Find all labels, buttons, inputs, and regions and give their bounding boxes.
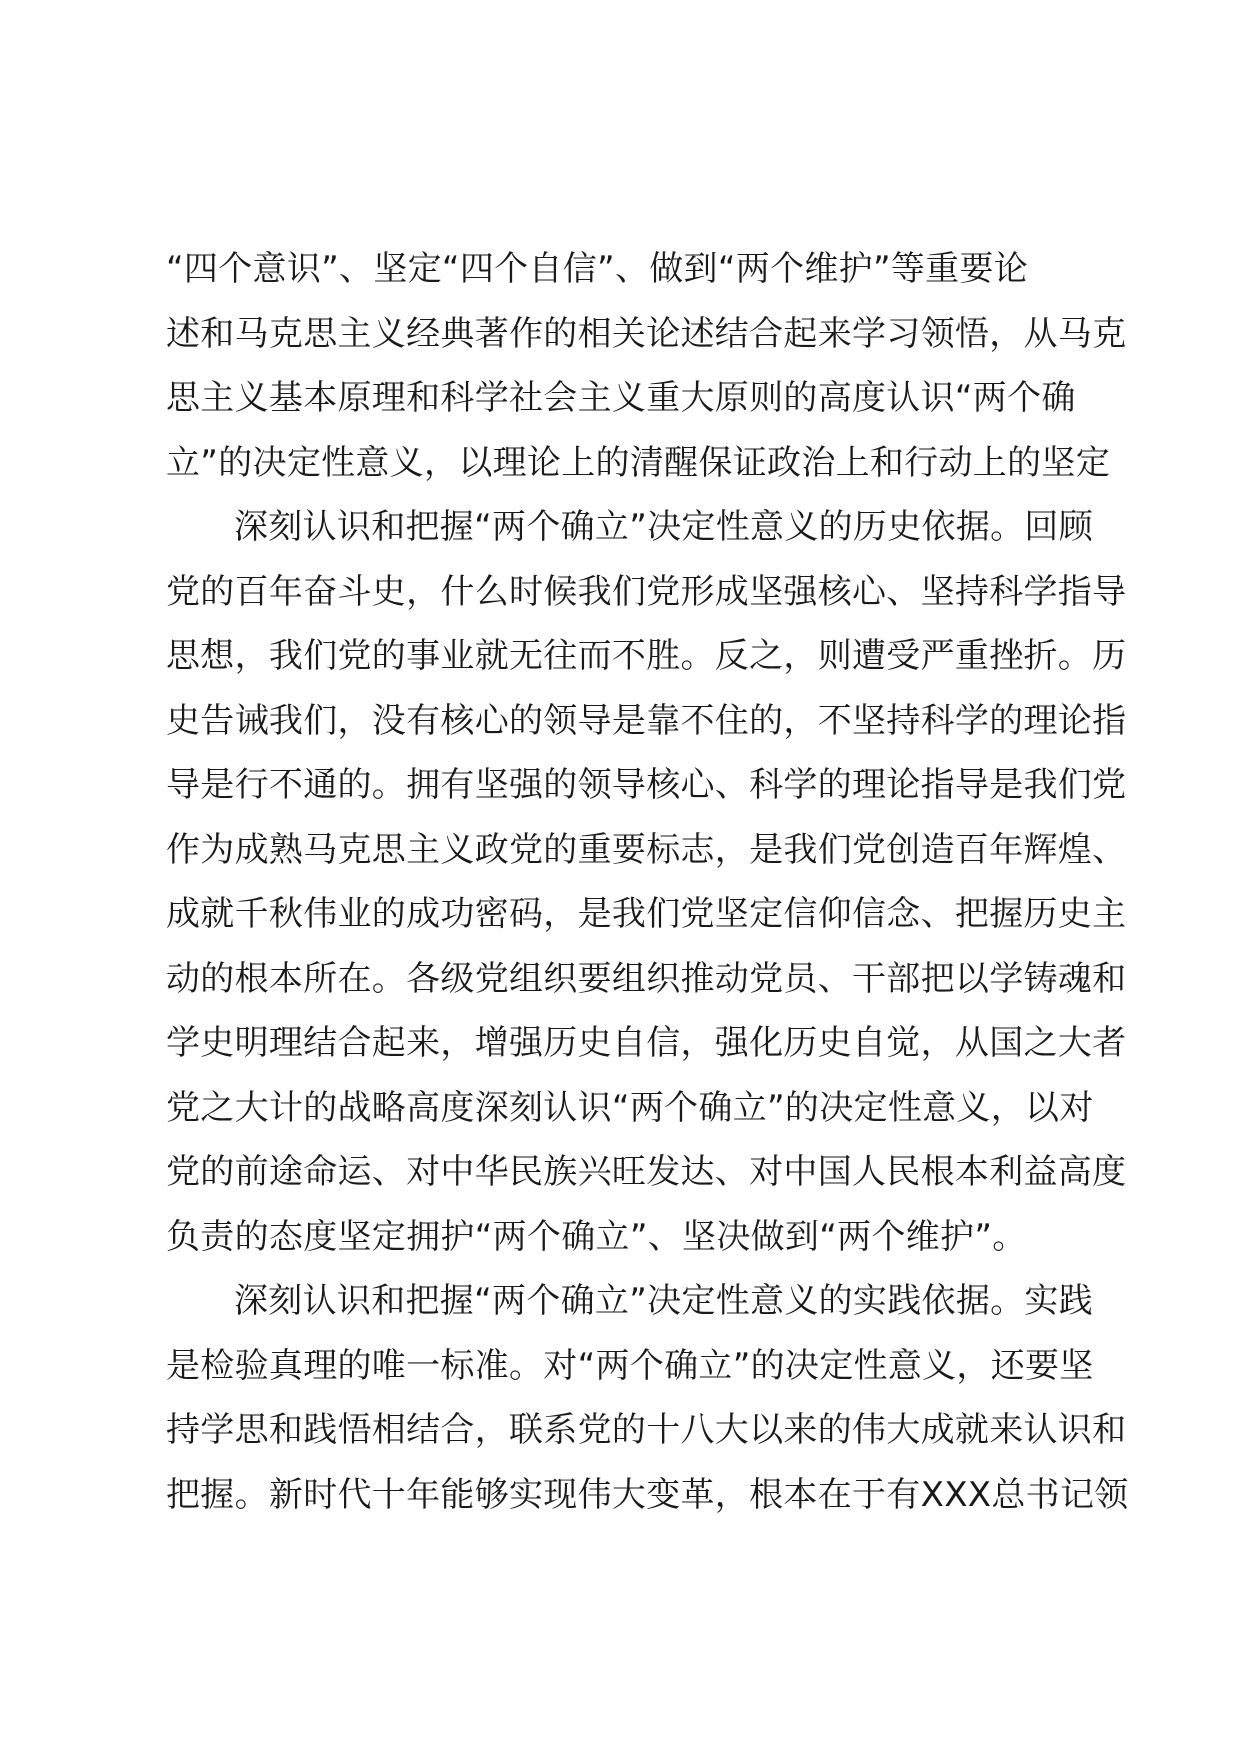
text-line: 思想，我们党的事业就无往而不胜。反之，则遭受严重挫折。历 <box>166 636 1127 676</box>
text-line: 把握。新时代十年能够实现伟大变革，根本在于有XXX总书记领 <box>166 1474 1129 1515</box>
text-line: 动的根本所在。各级党组织要组织推动党员、干部把以学铸魂和 <box>166 958 1127 999</box>
text-line: 是检验真理的唯一标准。对“两个确立”的决定性意义，还要坚 <box>166 1345 1094 1386</box>
text-line: 立”的决定性意义，以理论上的清醒保证政治上和行动上的坚定 <box>166 442 1111 483</box>
text-line: 成就千秋伟业的成功密码，是我们党坚定信仰信念、把握历史主 <box>166 894 1127 934</box>
text-line: 述和马克思主义经典著作的相关论述结合起来学习领悟，从马克 <box>166 313 1127 354</box>
text-line: 史告诫我们，没有核心的领导是靠不住的，不坚持科学的理论指 <box>166 700 1127 741</box>
text-line: 深刻认识和把握“两个确立”决定性意义的历史依据。回顾 <box>234 507 1094 547</box>
text-line: 持学思和践悟相结合，联系党的十八大以来的伟大成就来认识和 <box>166 1410 1127 1450</box>
text-line: 导是行不通的。拥有坚强的领导核心、科学的理论指导是我们党 <box>166 765 1127 805</box>
text-line: 党的百年奋斗史，什么时候我们党形成坚强核心、坚持科学指导 <box>166 571 1127 612</box>
paragraph-continuation <box>166 237 1127 495</box>
text-line: “四个意识”、坚定“四个自信”、做到“两个维护”等重要论 <box>166 249 1029 289</box>
text-line: 学史明理结合起来，增强历史自信，强化历史自觉，从国之大者 <box>166 1023 1127 1063</box>
text-line: 党的前途命运、对中华民族兴旺发达、对中国人民根本利益高度 <box>166 1152 1127 1192</box>
text-line: 深刻认识和把握“两个确立”决定性意义的实践依据。实践 <box>234 1281 1094 1321</box>
document-body <box>166 237 1129 1527</box>
paragraph-historical-basis <box>166 495 1127 1269</box>
text-line: 负责的态度坚定拥护“两个确立”、坚决做到“两个维护”。 <box>166 1216 1027 1257</box>
text-line: 党之大计的战略高度深刻认识“两个确立”的决定性意义，以对 <box>166 1087 1094 1128</box>
text-line: 思主义基本原理和科学社会主义重大原则的高度认识“两个确 <box>166 378 1076 418</box>
text-line: 作为成熟马克思主义政党的重要标志，是我们党创造百年辉煌、 <box>166 829 1127 870</box>
paragraph-practical-basis <box>166 1269 1129 1527</box>
